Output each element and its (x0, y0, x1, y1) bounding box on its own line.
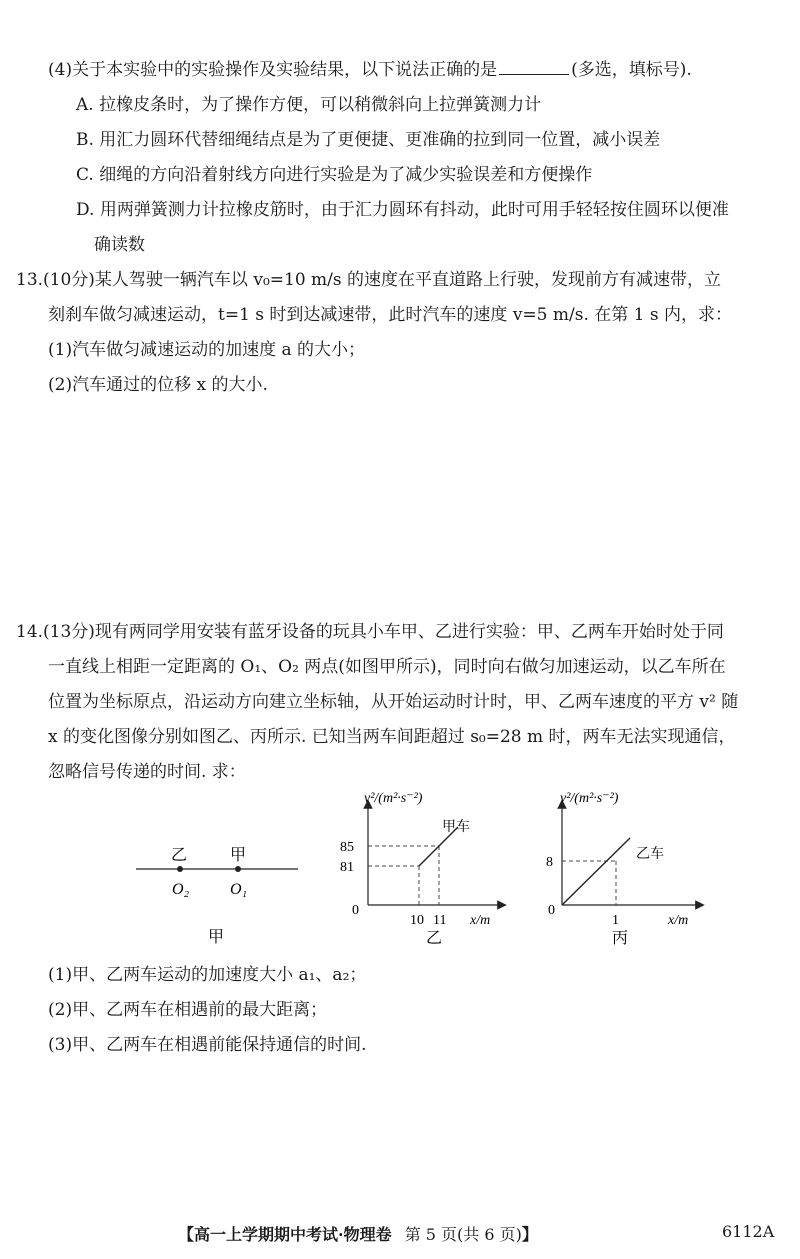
q14-line-1: 14.(13分)现有两同学用安装有蓝牙设备的玩具小车甲、乙进行实验：甲、乙两车开始时处于同 (16, 622, 724, 642)
q12-4-option-c: C. 细绳的方向沿着射线方向进行实验是为了减少实验误差和方便操作 (76, 165, 593, 185)
origin-label: 0 (352, 903, 359, 918)
footer-code: 6112A (722, 1222, 775, 1241)
q14-subq-1: (1)甲、乙两车运动的加速度大小 a₁、a₂； (48, 965, 367, 985)
x-axis-label: x/m (668, 913, 689, 928)
page-footer (178, 1222, 538, 1245)
label-o2: O₂ (172, 881, 190, 898)
q13-subq-1: (1)汽车做匀减速运动的加速度 a 的大小； (48, 340, 366, 360)
q14-subq-3: (3)甲、乙两车在相遇前能保持通信的时间. (48, 1035, 367, 1055)
x-tick-11: 11 (433, 913, 447, 928)
figure-bing (540, 790, 720, 950)
q12-4-stem (48, 58, 692, 82)
figure-yi (330, 790, 520, 950)
figure-caption-yi: 乙 (426, 930, 443, 947)
point-o1 (235, 866, 241, 872)
series-label-jia-car: 甲车 (442, 820, 470, 835)
x-tick-10: 10 (410, 913, 424, 928)
q13-line-1: 13.(10分)某人驾驶一辆汽车以 v₀=10 m/s 的速度在平直道路上行驶，发现前方有减速带，立 (16, 270, 722, 290)
footer-close-bracket: 】 (521, 1225, 538, 1244)
q14-line-3: 位置为坐标原点，沿运动方向建立坐标轴，从开始运动时计时，甲、乙两车速度的平方 v² 随 (48, 692, 739, 712)
figure-jia (130, 840, 310, 950)
q13-subq-2: (2)汽车通过的位移 x 的大小. (48, 375, 268, 395)
y-tick-81: 81 (340, 860, 354, 875)
q12-4-option-b: B. 用汇力圆环代替细绳结点是为了更便捷、更准确的拉到同一位置，减小误差 (76, 130, 661, 150)
q14-subq-2: (2)甲、乙两车在相遇前的最大距离； (48, 1000, 328, 1020)
series-label-yi-car: 乙车 (636, 847, 664, 862)
q12-4-option-d-cont: 确读数 (94, 235, 145, 255)
q14-line-2: 一直线上相距一定距离的 O₁、O₂ 两点(如图甲所示)，同时向右做匀加速运动，以乙车所在 (48, 657, 726, 677)
y-axis-label: v²/(m²·s⁻²) (560, 791, 619, 806)
y-tick-85: 85 (340, 840, 354, 855)
answer-blank (499, 58, 569, 75)
q12-4-option-a: A. 拉橡皮条时，为了操作方便，可以稍微斜向上拉弹簧测力计 (76, 95, 542, 115)
figure-caption-jia: 甲 (208, 929, 225, 946)
y-axis-label: v²/(m²·s⁻²) (364, 791, 423, 806)
label-car-yi: 乙 (171, 847, 188, 864)
y-tick-8: 8 (546, 855, 553, 870)
q14-line-5: 忽略信号传递的时间. 求： (48, 762, 246, 782)
point-o2 (177, 866, 183, 872)
origin-label: 0 (548, 903, 555, 918)
figure-caption-bing: 丙 (612, 930, 629, 947)
label-o1: O₁ (230, 881, 248, 898)
q13-line-2: 刻刹车做匀减速运动，t=1 s 时到达减速带，此时汽车的速度 v=5 m/s. 在第 1 s 内，求： (48, 305, 733, 325)
q12-4-stem-post: (多选，填标号). (571, 60, 692, 80)
x-axis-label: x/m (470, 913, 491, 928)
footer-title: 高一上学期期中考试·物理卷 (194, 1225, 392, 1244)
q14-line-4: x 的变化图像分别如图乙、丙所示. 已知当两车间距超过 s₀=28 m 时，两车无法实现通信， (48, 727, 736, 747)
q12-4-stem-pre: (4)关于本实验中的实验操作及实验结果，以下说法正确的是 (48, 60, 498, 80)
label-car-jia: 甲 (230, 847, 247, 864)
footer-page-number: 第 5 页(共 6 页) (404, 1225, 522, 1244)
q12-4-option-d: D. 用两弹簧测力计拉橡皮筋时，由于汇力圆环有抖动，此时可用手轻轻按住圆环以便准 (76, 200, 729, 220)
x-tick-1: 1 (612, 913, 619, 928)
line-yi-car (562, 838, 630, 905)
footer-open-bracket: 【 (178, 1225, 195, 1244)
